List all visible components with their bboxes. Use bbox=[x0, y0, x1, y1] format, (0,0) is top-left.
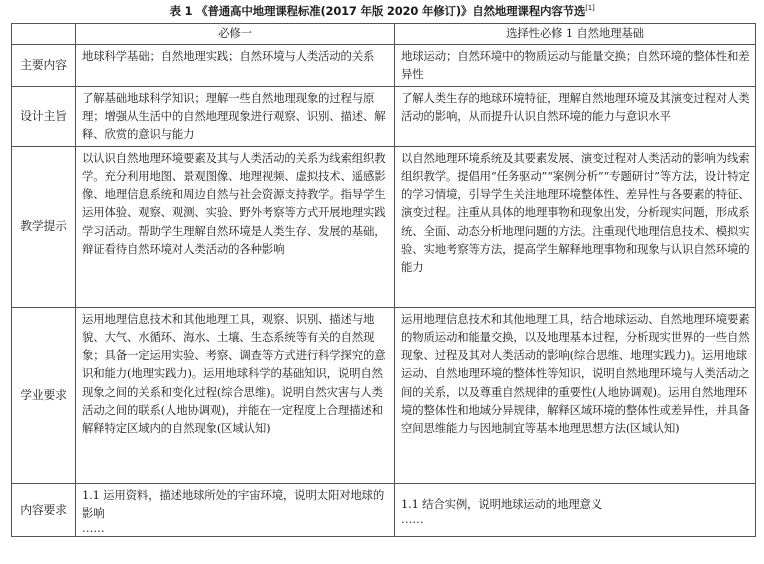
row-label: 教学提示 bbox=[12, 146, 76, 307]
cell-elective: 以自然地理环境系统及其要素发展、演变过程对人类活动的影响为线索组织教学。提倡用“任务驱动”“案例分析”“专题研讨”等方法，设计特定的学习情境，引导学生关注地理环境整体性、差异性与各要素的特征、演变过程。注重从具体的地理事物和现象出发，分析现实问题，形成系统、全面、动态分析地理问题的方法。注重现代地理信息技术、模拟实验、实地考察等方法，提高学生解释地理事物和现象与认识自然环境的能力 bbox=[395, 146, 756, 307]
table-row bbox=[12, 45, 756, 87]
header-compulsory-1: 必修一 bbox=[76, 24, 395, 45]
header-row bbox=[12, 24, 756, 45]
caption-text: 表 1 《普通高中地理课程标准(2017 年版 2020 年修订)》自然地理课程内容节选 bbox=[169, 4, 586, 18]
ellipsis: …… bbox=[82, 521, 105, 536]
table-row bbox=[12, 307, 756, 483]
cell-compulsory: 以认识自然地理环境要素及其与人类活动的关系为线索组织教学。充分利用地图、景观图像、地理视频、虚拟技术、遥感影像、地理信息系统和周边自然与社会资源支持教学。指导学生运用体验、观察、观测、实验、野外考察等方式开展地理实践学习活动。帮助学生理解自然环境是人类生存、发展的基础，辩证看待自然环境对人类活动的各种影响 bbox=[76, 146, 395, 307]
header-corner bbox=[12, 24, 76, 45]
cell-elective: 地球运动；自然环境中的物质运动与能量交换；自然环境的整体性和差异性 bbox=[395, 45, 756, 87]
row-label: 学业要求 bbox=[12, 307, 76, 483]
table-caption bbox=[0, 3, 764, 19]
row-label: 主要内容 bbox=[12, 45, 76, 87]
cell-compulsory: 运用地理信息技术和其他地理工具，观察、识别、描述与地貌、大气、水循环、海水、土壤、生态系统等有关的自然现象；具备一定运用实验、考察、调查等方式进行科学探究的意识和能力(地理实践力)。运用地球科学的基础知识，说明自然现象之间的关系和变化过程(综合思维)。说明自然灾害与人类活动之间的联系(人地协调观)，并能在一定程度上合理描述和解释特定区域内的自然现象(区域认知) bbox=[76, 307, 395, 483]
cell-text: 1.1 结合实例，说明地球运动的地理意义 bbox=[401, 496, 602, 511]
cell-text: 1.1 运用资料，描述地球所处的宇宙环境，说明太阳对地球的影响 bbox=[82, 487, 385, 520]
cell-compulsory bbox=[76, 483, 395, 537]
header-elective-1: 选择性必修 1 自然地理基础 bbox=[395, 24, 756, 45]
table-row bbox=[12, 146, 756, 307]
table-row bbox=[12, 86, 756, 146]
row-label: 设计主旨 bbox=[12, 86, 76, 146]
cell-elective: 了解人类生存的地球环境特征，理解自然地理环境及其演变过程对人类活动的影响，从而提升认识自然环境的能力与意识水平 bbox=[395, 86, 756, 146]
cell-elective: 运用地理信息技术和其他地理工具，结合地球运动、自然地理环境要素的物质运动和能量交换，以及地理基本过程，分析现实世界的一些自然现象、过程及其对人类活动的影响(综合思维、地理实践力)。运用地球运动、自然地理环境的整体性等知识，说明自然地理环境与人类活动之间的关系，以及尊重自然规律的重要性(人地协调观)。运用自然地理环境的整体性和地域分异规律，解释区域环境的整体性或差异性，并具备空间思维能力与因地制宜等基本地理思想方法(区域认知) bbox=[395, 307, 756, 483]
cell-elective bbox=[395, 483, 756, 537]
cell-compulsory: 地球科学基础；自然地理实践；自然环境与人类活动的关系 bbox=[76, 45, 395, 87]
curriculum-table bbox=[11, 23, 756, 537]
ellipsis: …… bbox=[401, 511, 424, 526]
caption-reference: [1] bbox=[585, 4, 595, 12]
cell-compulsory: 了解基础地球科学知识；理解一些自然地理现象的过程与原理；增强从生活中的自然地理现象进行观察、识别、描述、解释、欣赏的意识与能力 bbox=[76, 86, 395, 146]
row-label: 内容要求 bbox=[12, 483, 76, 537]
table-row bbox=[12, 483, 756, 537]
